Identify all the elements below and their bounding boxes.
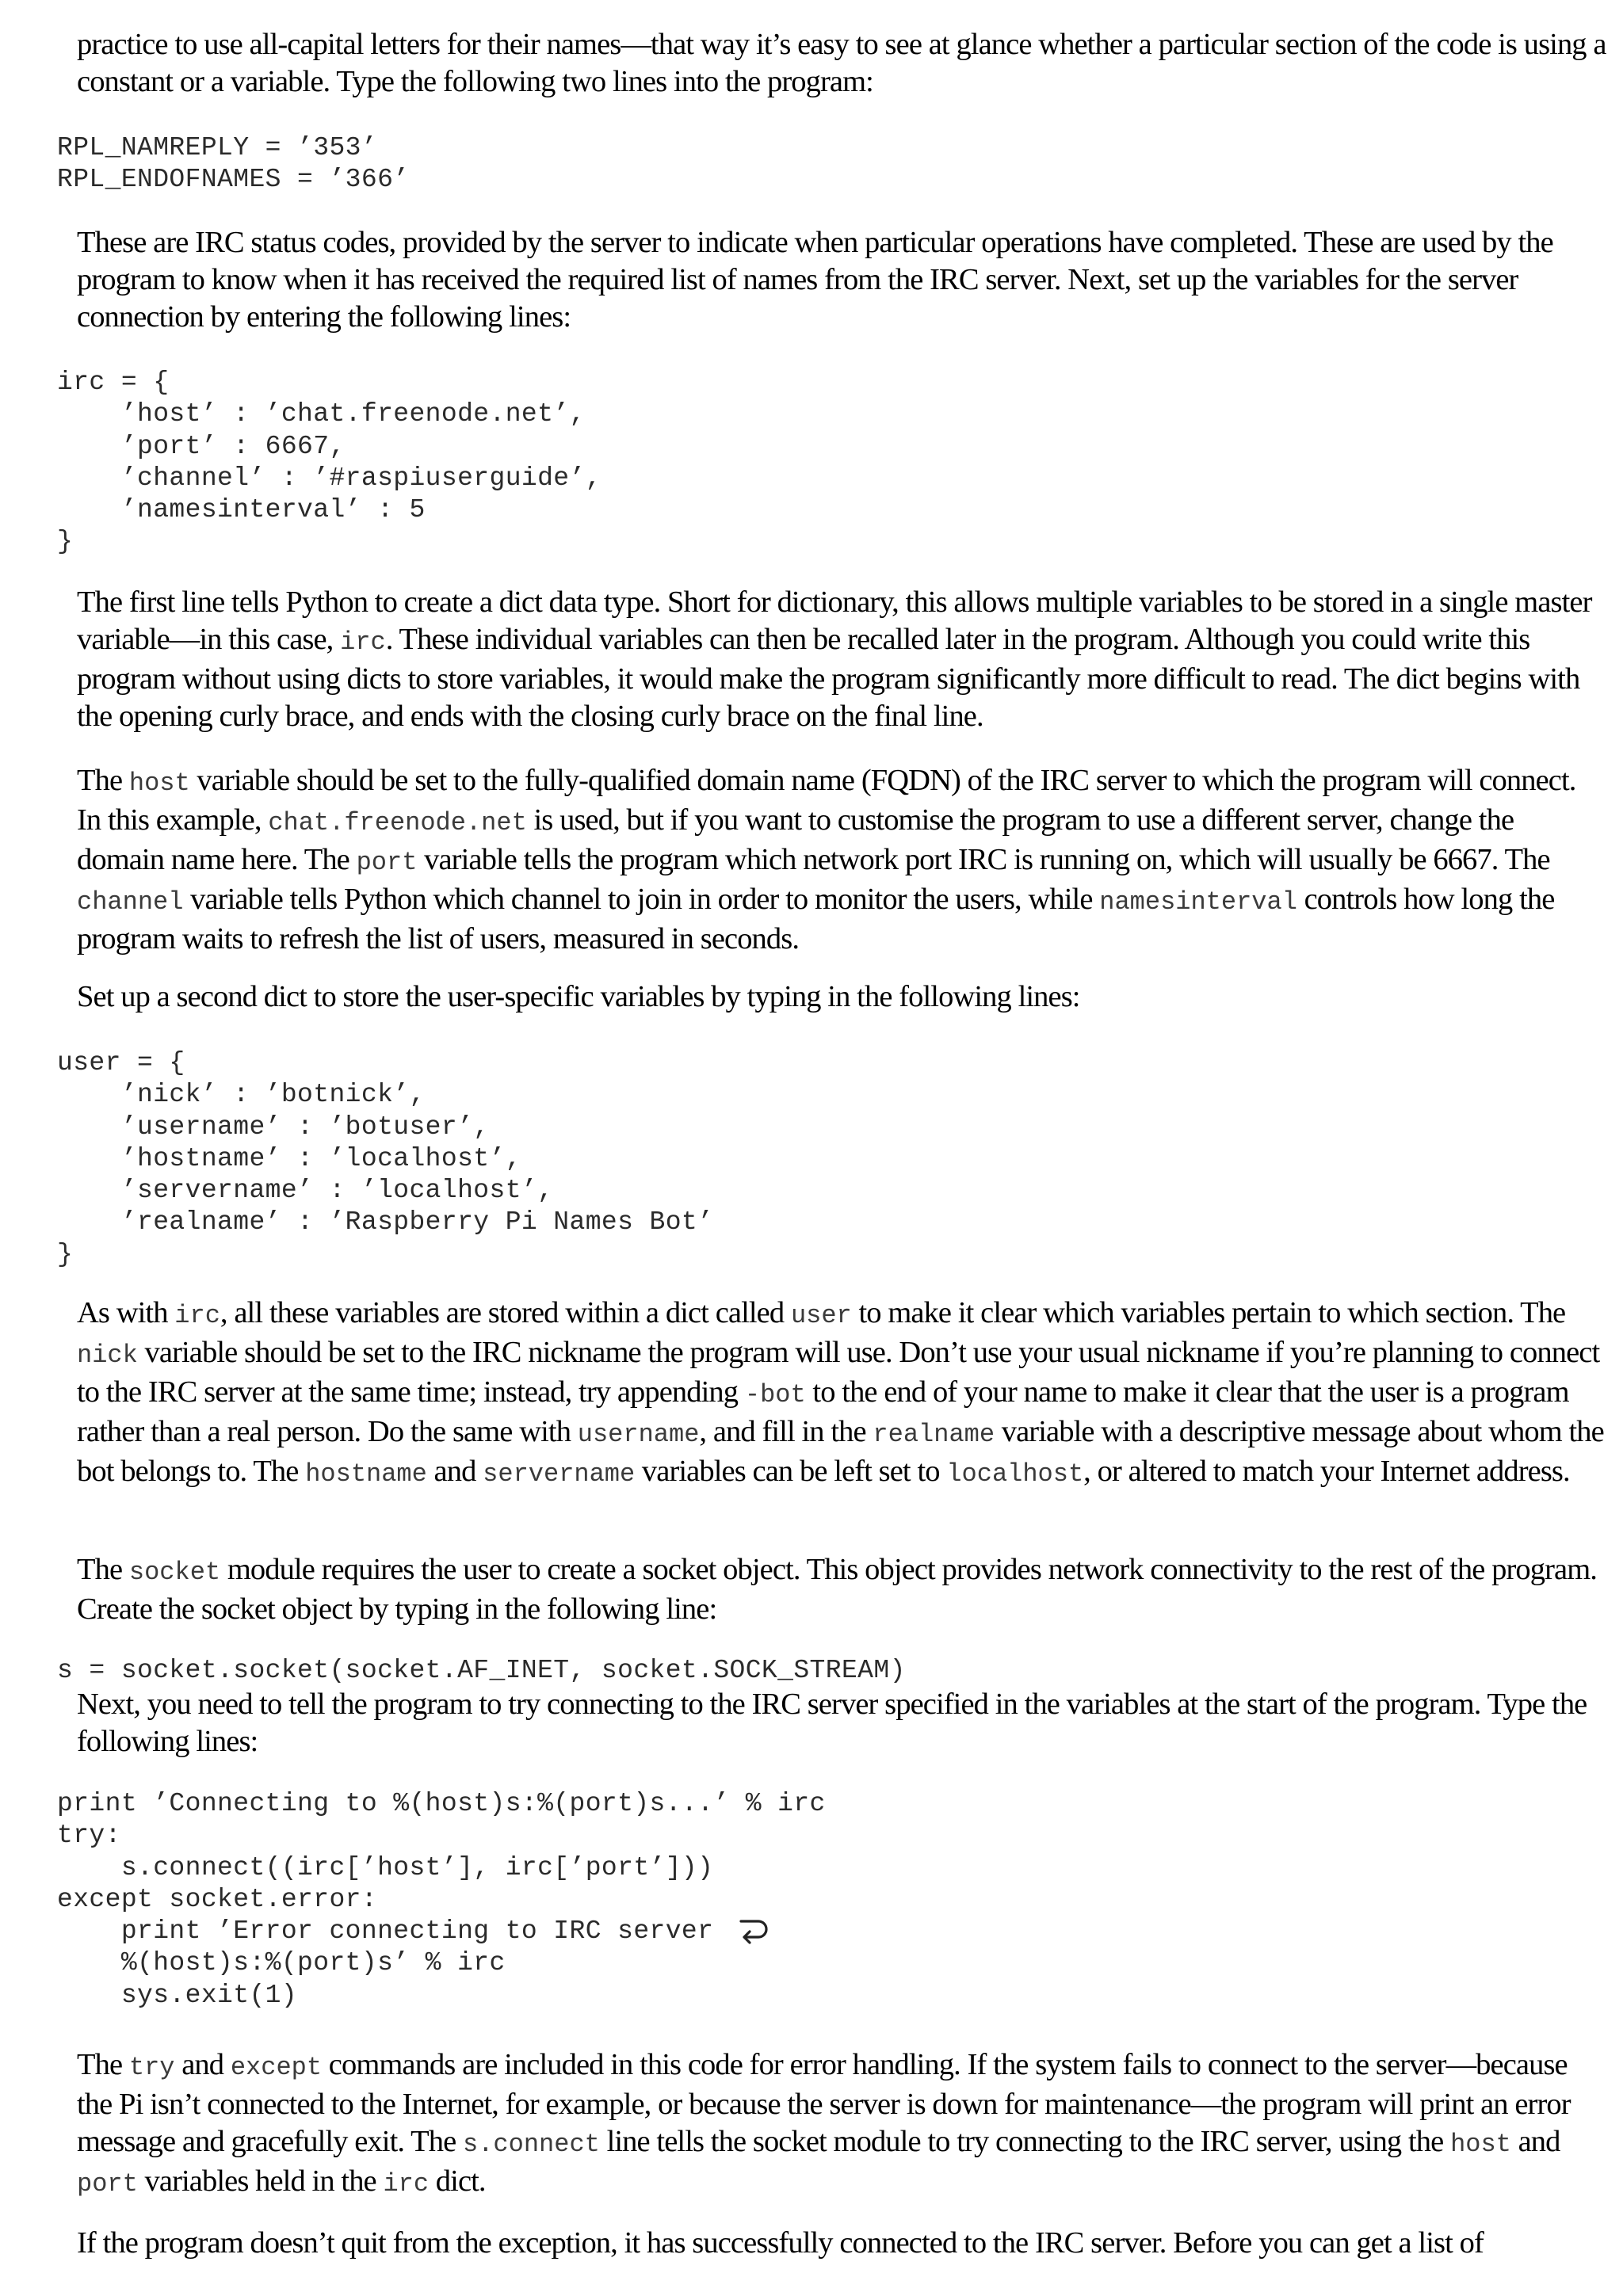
code-line-text: print ’Connecting to %(host)s:%(port)s...’ % irc [57,1789,826,1818]
paragraph-text: variable with a descriptive message about whom the bot belongs to. The [77,1415,1604,1488]
paragraph-text: variables held in the [137,2164,384,2198]
code-line [57,431,601,463]
paragraph-text: module requires the user to create a socket object. This object provides network connectivity to the rest of the program. Create the socket object by typing in the following line: [77,1553,1598,1626]
paragraph-text: If the program doesn’t quit from the exception, it has successfully connected to the IRC server. Before you can get a list of [77,2226,1484,2260]
code-block-irc-dict [57,367,601,559]
code-line [57,1079,713,1111]
inline-code: user [790,1301,852,1330]
inline-code: nick [77,1341,138,1370]
code-line-text: ’realname’ : ’Raspberry Pi Names Bot’ [57,1207,714,1238]
paragraph [77,224,1606,336]
paragraph-text: Next, you need to tell the program to try connecting to the IRC server specified in the variables at the start of the program. Type the following lines: [77,1688,1587,1758]
code-block-socket [57,1655,906,1687]
code-line-text: try: [57,1821,121,1851]
paragraph [77,978,1606,1016]
code-line [57,1143,713,1175]
inline-code: irc [383,2169,430,2199]
code-line-text: } [57,1239,74,1269]
inline-code: servername [483,1459,636,1489]
code-block-status-codes [57,132,409,196]
code-line [57,1655,906,1687]
paragraph [77,584,1606,735]
paragraph [77,2225,1606,2262]
paragraph-text: variable tells the program which network port IRC is running on, which will usually be 6667. The [417,843,1550,876]
code-line [57,1852,826,1884]
paragraph-text: variables can be left set to [635,1455,947,1488]
code-line [57,367,601,399]
paragraph-text: variable tells Python which channel to join in order to monitor the users, while [183,883,1100,916]
inline-code: channel [77,887,184,917]
inline-code: port [77,2169,138,2199]
paragraph-text: As with [77,1296,175,1329]
paragraph-text: to the end of your name to make it clear that the user is a program rather than a real person. Do the same with [77,1375,1569,1448]
paragraph [77,762,1606,958]
code-line [57,1884,826,1916]
inline-code: irc [174,1301,220,1330]
inline-code: realname [873,1420,995,1449]
code-line [57,1916,826,1947]
code-line-text: print ’Error connecting to IRC server [57,1917,730,1947]
code-line [57,1207,713,1238]
paragraph-text: controls how long the program waits to refresh the list of users, measured in seconds. [77,883,1555,955]
code-line [57,132,409,164]
paragraph-text: line tells the socket module to try connecting to the IRC server, using the [599,2125,1451,2158]
code-line-text: ’namesinterval’ : 5 [57,495,426,525]
paragraph-text: , and fill in the [699,1415,873,1448]
paragraph [77,1551,1606,1628]
code-line [57,1112,713,1143]
code-line-text: ’channel’ : ’#raspiuserguide’, [57,463,601,493]
code-line [57,1980,826,2012]
code-line-text: user = { [57,1048,185,1077]
code-line [57,1820,826,1852]
code-line [57,1239,713,1271]
paragraph-text: The [77,1553,129,1586]
paragraph [77,2046,1606,2203]
paragraph-text: These are IRC status codes, provided by the server to indicate when particular operations have completed. These are used by the program to know when it has received the required list of names from the IRC server. Next, set up the variables for the server connection by entering the following lines: [77,226,1553,334]
code-line-text: s.connect((irc[’host’], irc[’port’])) [57,1852,714,1882]
paragraph-text: and [174,2048,231,2081]
paragraph [77,1686,1606,1760]
code-line-text: } [57,527,74,557]
code-line-text: ’port’ : 6667, [57,431,346,461]
inline-code: namesinterval [1099,887,1297,917]
code-line-text: ’hostname’ : ’localhost’, [57,1143,521,1173]
paragraph [77,1295,1606,1493]
paragraph-text: The [77,2048,129,2081]
code-line-text: ’servername’ : ’localhost’, [57,1176,554,1206]
code-line [57,1047,713,1079]
inline-code: localhost [946,1459,1084,1489]
code-line-text: RPL_NAMREPLY = ’353’ [57,133,378,162]
code-line-text: RPL_ENDOFNAMES = ’366’ [57,165,410,195]
code-line-text: ’host’ : ’chat.freenode.net’, [57,399,586,429]
paragraph-text: variable should be set to the IRC nickname the program will use. Don’t use your usual nickname if you’re planning to connect to the IRC server at the same time; instead, try appending [77,1336,1600,1409]
code-line-text: %(host)s:%(port)s’ % irc [57,1948,506,1978]
paragraph-text: The [77,764,129,797]
paragraph-text: , or altered to match your Internet address. [1083,1455,1570,1488]
inline-code: port [356,848,418,877]
code-line-text: ’nick’ : ’botnick’, [57,1080,426,1110]
code-line-text: s = socket.socket(socket.AF_INET, socket.SOCK_STREAM) [57,1656,906,1685]
code-block-connect [57,1788,826,2012]
inline-code: hostname [305,1459,427,1489]
inline-code: host [1450,2130,1511,2159]
paragraph-text: practice to use all-capital letters for their names—that way it’s easy to see at glance whether a particular section of the code is using a constant or a variable. Type the following two lines into the program: [77,28,1606,98]
code-line [57,463,601,494]
code-line [57,164,409,196]
code-line [57,1175,713,1207]
inline-code: username [577,1420,700,1449]
code-line [57,1788,826,1820]
paragraph-text: and [1510,2125,1560,2158]
paragraph-text: . These individual variables can then be recalled later in the program. Although you could write this program without using dicts to store variables, it would make the program significantly more difficult to read. The dict begins with the opening curly brace, and ends with the closing curly brace on the final line. [77,623,1580,733]
code-block-user-dict [57,1047,713,1271]
inline-code: s.connect [463,2130,600,2159]
code-line-text: irc = { [57,368,170,397]
line-continuation-arrow-icon [738,1917,769,1944]
inline-code: -bot [744,1380,806,1409]
paragraph [77,26,1606,101]
inline-code: try [128,2053,175,2082]
code-line-text: except socket.error: [57,1884,378,1914]
paragraph-text: commands are included in this code for error handling. If the system fails to connect to the server—because the Pi isn’t connected to the Internet, for example, or because the server is down for maintenance—the program will print an error message and gracefully exit. The [77,2048,1571,2158]
inline-code: irc [340,627,386,657]
paragraph-text: Set up a second dict to store the user-specific variables by typing in the following lines: [77,980,1080,1013]
paragraph-text: The first line tells Python to create a dict data type. Short for dictionary, this allows multiple variables to be stored in a single master variable—in this case, [77,585,1592,656]
paragraph-text: is used, but if you want to customise the program to use a different server, change the domain name here. The [77,803,1514,876]
inline-code: except [230,2053,323,2082]
paragraph-text: variable should be set to the fully-qualified domain name (FQDN) of the IRC server to which the program will connect. In this example, [77,764,1576,837]
inline-code: host [128,769,190,798]
paragraph-text: , all these variables are stored within a dict called [220,1296,791,1329]
code-line [57,399,601,430]
paragraph-text: to make it clear which variables pertain to which section. The [851,1296,1566,1329]
code-line [57,1947,826,1979]
inline-code: socket [128,1558,221,1587]
code-line [57,494,601,526]
code-line-text: sys.exit(1) [57,1980,298,2010]
paragraph-text: and [426,1455,483,1488]
paragraph-text: dict. [429,2164,486,2198]
code-line [57,526,601,558]
code-line-text: ’username’ : ’botuser’, [57,1112,490,1142]
inline-code: chat.freenode.net [268,808,527,837]
